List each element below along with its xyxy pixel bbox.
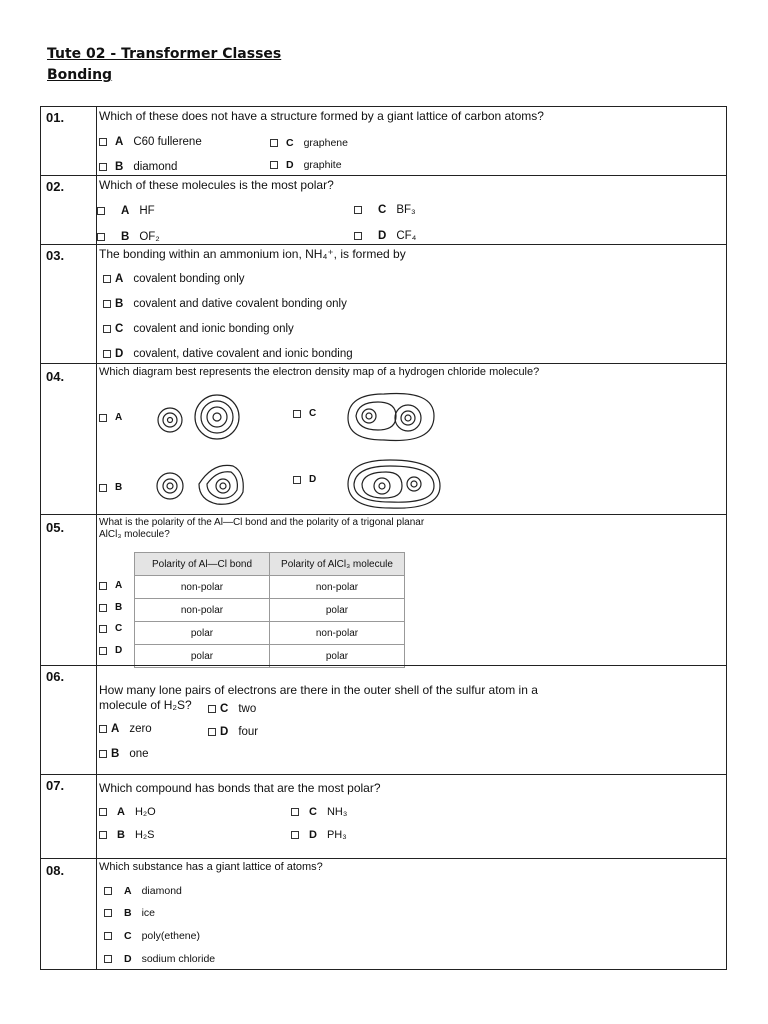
option-d[interactable]: D <box>293 474 326 485</box>
option-d[interactable]: D PH₃ <box>291 829 347 841</box>
checkbox[interactable] <box>104 955 112 963</box>
question-number: 02. <box>41 176 97 244</box>
checkbox[interactable] <box>103 300 111 308</box>
checkbox[interactable] <box>104 909 112 917</box>
checkbox[interactable] <box>208 705 216 713</box>
table-row: non-polar non-polar <box>135 576 405 599</box>
question-number: 07. <box>41 775 97 858</box>
checkbox[interactable] <box>270 161 278 169</box>
question-number: 08. <box>41 859 97 969</box>
option-a[interactable]: A HF <box>97 205 155 217</box>
checkbox[interactable] <box>99 647 107 655</box>
question-01 <box>40 106 727 176</box>
table-row: polar polar <box>135 645 405 668</box>
table-row: polar non-polar <box>135 622 405 645</box>
option-c[interactable]: C covalent and ionic bonding only <box>103 323 294 335</box>
question-text: Which substance has a giant lattice of atoms? <box>99 861 323 873</box>
option-a[interactable]: A diamond <box>104 885 182 897</box>
question-text-cont: molecule of H₂S? <box>99 698 192 712</box>
density-map-b <box>155 460 255 516</box>
option-b[interactable]: B covalent and dative covalent bonding only <box>103 298 347 310</box>
option-d[interactable]: D CF₄ <box>354 230 416 242</box>
question-number: 05. <box>41 515 97 665</box>
option-c[interactable]: C <box>99 623 132 634</box>
option-c[interactable]: C BF₃ <box>354 204 416 216</box>
option-a[interactable]: A <box>99 412 132 423</box>
question-text: What is the polarity of the Al—Cl bond and the polarity of a trigonal planar AlCl₃ molecule? <box>99 517 425 540</box>
checkbox[interactable] <box>99 163 107 171</box>
option-c[interactable]: C NH₃ <box>291 806 347 818</box>
option-c[interactable]: C two <box>208 703 256 715</box>
checkbox[interactable] <box>99 625 107 633</box>
table-header: Polarity of AlCl₃ molecule <box>270 553 405 576</box>
checkbox[interactable] <box>104 932 112 940</box>
question-text: Which of these molecules is the most polar? <box>99 178 334 192</box>
question-text: How many lone pairs of electrons are there in the outer shell of the sulfur atom in a <box>99 683 538 697</box>
option-b[interactable]: B one <box>99 748 149 760</box>
checkbox[interactable] <box>208 728 216 736</box>
question-text: Which of these does not have a structure formed by a giant lattice of carbon atoms? <box>99 109 544 123</box>
checkbox[interactable] <box>97 207 105 215</box>
option-d[interactable]: D <box>99 645 132 656</box>
option-a[interactable]: A C60 fullerene <box>99 136 202 148</box>
checkbox[interactable] <box>99 831 107 839</box>
option-b[interactable]: B diamond <box>99 161 177 173</box>
question-number: 03. <box>41 245 97 363</box>
option-b[interactable]: B <box>99 482 132 493</box>
density-map-a <box>155 392 245 448</box>
checkbox[interactable] <box>291 808 299 816</box>
checkbox[interactable] <box>293 410 301 418</box>
option-a[interactable]: A <box>99 580 132 591</box>
checkbox[interactable] <box>99 414 107 422</box>
checkbox[interactable] <box>293 476 301 484</box>
checkbox[interactable] <box>354 206 362 214</box>
checkbox[interactable] <box>103 275 111 283</box>
question-number: 06. <box>41 666 97 774</box>
option-d[interactable]: D sodium chloride <box>104 953 215 965</box>
option-b[interactable]: B <box>99 602 132 613</box>
question-number: 04. <box>41 364 97 514</box>
option-a[interactable]: A zero <box>99 723 152 735</box>
polarity-table <box>134 552 405 668</box>
question-04 <box>40 363 727 515</box>
worksheet-title: Tute 02 - Transformer Classes <box>47 46 282 62</box>
checkbox[interactable] <box>291 831 299 839</box>
option-a[interactable]: A H₂O <box>99 806 156 818</box>
checkbox[interactable] <box>99 604 107 612</box>
checkbox[interactable] <box>99 750 107 758</box>
worksheet-header <box>47 44 281 86</box>
question-07 <box>40 774 727 859</box>
option-d[interactable]: D graphite <box>270 159 342 171</box>
checkbox[interactable] <box>270 139 278 147</box>
question-05 <box>40 514 727 666</box>
question-text: The bonding within an ammonium ion, NH₄⁺, is formed by <box>99 247 406 261</box>
checkbox[interactable] <box>99 484 107 492</box>
question-06 <box>40 665 727 775</box>
density-map-c <box>344 390 440 446</box>
table-header: Polarity of Al—Cl bond <box>135 553 270 576</box>
option-b[interactable]: B ice <box>104 907 155 919</box>
checkbox[interactable] <box>97 233 105 241</box>
question-text: Which compound has bonds that are the most polar? <box>99 781 381 795</box>
option-c[interactable]: C <box>293 408 326 419</box>
question-number: 01. <box>41 107 97 175</box>
checkbox[interactable] <box>103 350 111 358</box>
question-02 <box>40 175 727 245</box>
checkbox[interactable] <box>103 325 111 333</box>
option-b[interactable]: B H₂S <box>99 829 155 841</box>
option-a[interactable]: A covalent bonding only <box>103 273 245 285</box>
checkbox[interactable] <box>99 725 107 733</box>
question-text: Which diagram best represents the electron density map of a hydrogen chloride molecule? <box>99 366 540 378</box>
checkbox[interactable] <box>99 138 107 146</box>
option-c[interactable]: C poly(ethene) <box>104 930 200 942</box>
checkbox[interactable] <box>354 232 362 240</box>
question-08 <box>40 858 727 970</box>
checkbox[interactable] <box>104 887 112 895</box>
worksheet-subtitle: Bonding <box>47 67 113 83</box>
option-c[interactable]: C graphene <box>270 137 348 149</box>
option-d[interactable]: D covalent, dative covalent and ionic bonding <box>103 348 353 360</box>
checkbox[interactable] <box>99 582 107 590</box>
question-03 <box>40 244 727 364</box>
option-d[interactable]: D four <box>208 726 258 738</box>
density-map-d <box>344 456 444 512</box>
checkbox[interactable] <box>99 808 107 816</box>
table-row: non-polar polar <box>135 599 405 622</box>
option-b[interactable]: B OF₂ <box>97 231 160 243</box>
